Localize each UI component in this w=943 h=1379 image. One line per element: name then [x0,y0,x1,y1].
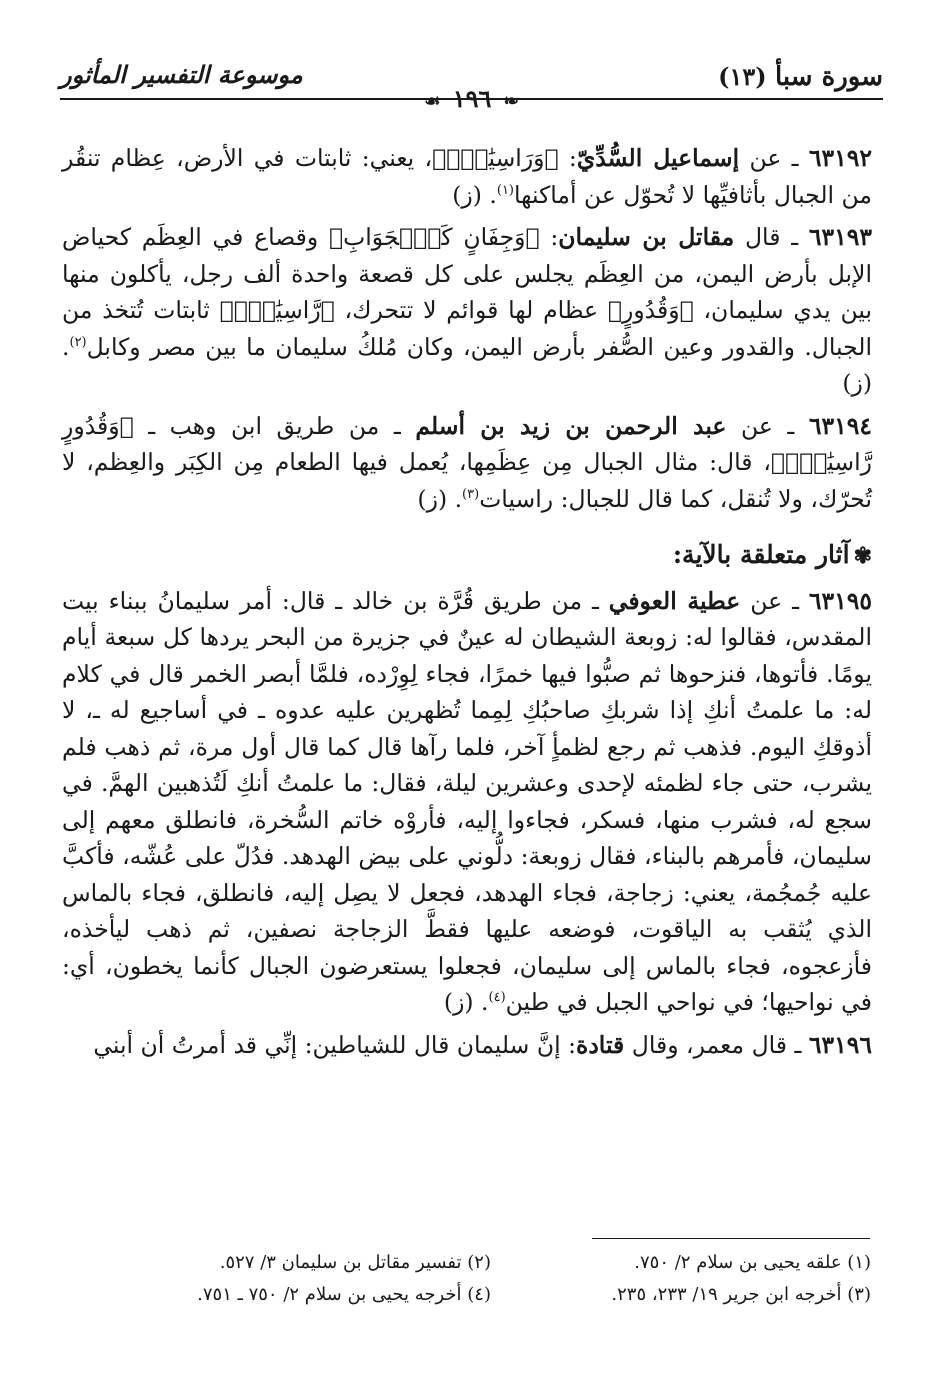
narration-paragraph [62,583,872,1021]
footnote-ref[interactable]: (٢) [69,334,87,350]
narration-tail: . (ز) [417,484,463,513]
narration-tail: . (ز) [62,332,872,397]
narration-paragraph [62,408,872,518]
narrator-name: قتادة [576,1030,625,1059]
narration-text: : ﴿وَرَاسِيَٰتٍۚ﴾، يعني: ثابتات في الأرض، عِظام تنقُر من الجبال بأثافيِّها لا تُحوّل عن أماكنها [62,144,872,209]
verse-number: (١٣) [718,62,767,91]
narration-tail: . (ز) [452,180,497,209]
footnote-ref[interactable]: (١) [496,182,514,198]
footnote: (٢) تفسير مقاتل بن سليمان ٣/ ٥٢٧. [219,1252,491,1273]
narration-paragraph [62,140,872,213]
narration-number: ٦٣١٩٢ [808,144,872,172]
page-number-text: ١٩٦ [452,84,492,113]
footnote-ref[interactable]: (٣) [462,486,480,502]
footnote-ref[interactable]: (٤) [488,990,506,1005]
narration-paragraph [62,219,872,402]
narration-prefix: ـ عن [739,144,809,172]
narration-text: : إنَّ سليمان قال للشياطين: إنِّي قد أمرتُ أن أبني [93,1030,577,1059]
flower-icon: ✾ [853,543,872,569]
footnote: (٤) أخرجه يحيى بن سلام ٢/ ٧٥٠ ـ ٧٥١. [197,1284,491,1305]
narrator-name: عبد الرحمن بن زيد بن أسلم [415,411,727,440]
narration-prefix: ـ قال معمر، وقال [624,1030,809,1059]
main-text [62,140,872,1069]
section-heading [62,537,872,575]
narration-number: ٦٣١٩٤ [808,411,872,440]
narration-tail: . (ز) [443,988,489,1016]
narration-paragraph [62,1027,872,1064]
ornament-icon: ❧ [503,91,519,112]
ornament-icon: ☙ [424,91,441,112]
section-title: آثار متعلقة بالآية: [672,540,850,569]
narration-text: : ﴿وَجِفَانٍ كَٱلۡجَوَابِ﴾ وقصاع في العِظَم كحياض الإبل بأرض اليمن، من العِظَم يجلس على كل قصعة واحدة ألف رجل، يأكلون منها بين يدي سليمان، ﴿وَقُدُورٍ﴾ عظام لها قوائم لا تتحرك، ﴿رَّاسِيَٰتٍۚ﴾ ثابتات تُتخذ من الجبال. والقدور وعين الصُّفر بأرض اليمن، وكان مُلكُ سليمان ما بين مصر وكابل [62,223,872,361]
narrator-name: عطية العوفي [608,586,741,615]
footnote: (٣) أخرجه ابن جرير ١٩/ ٢٣٣، ٢٣٥. [611,1284,871,1305]
narration-prefix: ـ عن [740,586,809,615]
narration-number: ٦٣١٩٦ [808,1030,872,1059]
sura-name: سورة سبأ [775,62,883,92]
narration-number: ٦٣١٩٥ [808,586,872,615]
footnote: (١) علقه يحيى بن سلام ٢/ ٧٥٠. [634,1252,871,1273]
narration-prefix: ـ عن [726,411,809,440]
narration-text: ـ من طريق ابن وهب ـ ﴿وَقُدُورٍ رَّاسِيَٰتٍۚ﴾، قال: مثال الجبال مِن عِظَمِها، يُعمل فيها الطعام مِن الكِبَر والعِظم، لا تُحرّك، ولا تُنقل، كما قال للجبال: راسيات [62,411,872,513]
narration-text: ـ من طريق قُرَّة بن خالد ـ قال: أمر سليمانُ ببناء بيت المقدس، فقالوا له: زوبعة الشيطان له عينٌ في جزيرة من البحر يردها كل سبعة أيام يومًا. فأتوها، فنزحوها ثم صبُّوا فيها خمرًا، فجاء لِوِرْده، فلمَّا أبصر الخمر قال في كلام له: ما علمتُ أنكِ إذا شربكِ صاحبُكِ لِمِما تُظهرين عليه عدوه ـ في أساجيع له ـ، لا أذوقكِ اليوم. فذهب ثم رجع لظمأٍ آخر، فلما رآها قال كما قال أول مرة، ثم ذهب فلم يشرب، حتى جاء لظمئه لإحدى وعشرين ليلة، فقال: ما علمتُ أنكِ لَتُذهبين الهمَّ. في سجع له، فشرب منها، فسكر، فجاءوا إليه، فأروْه خاتم السُّخرة، فانطلق معهم إلى سليمان، فأمرهم بالبناء، فقال زوبعة: دلُّوني على بيض الهدهد. فدُلّ على عُشّه، فأكبَّ عليه جُمجُمة، يعني: زجاجة، فجاء الهدهد، فجعل لا يصِل إليه، فانطلق، فجاء بالماس الذي يُثقب به الياقوت، فوضعه عليها فقطَّ الزجاجة نصفين، ثم ذهب ليأخذه، فأزعجوه، فجاء بالماس إلى سليمان، فجعلوا يستعرضون الجبال كأنما يخطون، أي: في نواحيها؛ في نواحي الجبل في طين [62,586,872,1016]
book-title: موسوعة التفسير المأثور [60,60,303,89]
narration-prefix: ـ قال [734,223,809,251]
narration-number: ٦٣١٩٣ [808,223,872,251]
narrator-name: إسماعيل السُّدِّيّ [576,144,740,172]
narrator-name: مقاتل بن سليمان [558,223,735,251]
header-sura [718,62,883,92]
footnote-rule [592,1238,870,1239]
page-number [420,84,523,113]
